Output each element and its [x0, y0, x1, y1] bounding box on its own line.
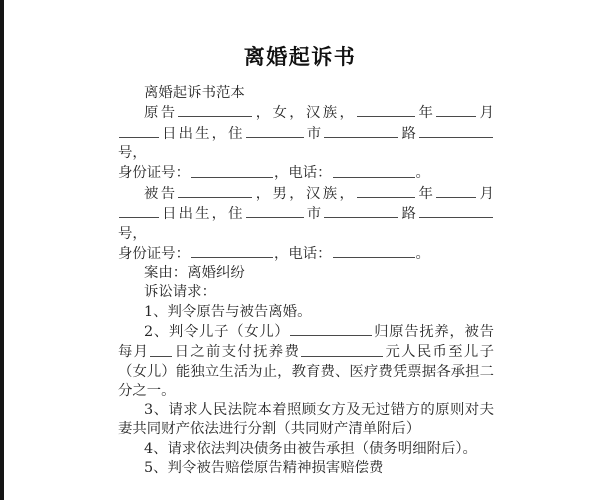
claim-2-payment-day-blank[interactable] — [150, 342, 172, 356]
plaintiff-phone-blank[interactable] — [333, 163, 415, 177]
plaintiff-id-label: 身份证号： — [118, 165, 190, 182]
defendant-birth-year-blank[interactable] — [357, 184, 415, 198]
plaintiff-month-label: 月 — [477, 105, 494, 122]
defendant-year-label: 年 — [416, 185, 436, 202]
claim-2-part-c: 日之前支付抚养费 — [173, 344, 301, 361]
claim-2-amount-blank[interactable] — [301, 342, 383, 356]
plaintiff-birth-month-blank[interactable] — [436, 103, 476, 117]
claim-2-part-a: 2、判令儿子（女儿） — [144, 324, 290, 341]
defendant-number-label: 号， — [118, 225, 147, 242]
claim-item-3: 3、请求人民法院本着照顾女方及无过错方的原则对夫妻共同财产依法进行分割（共同财产清单附后） — [118, 402, 494, 438]
defendant-city-label: 市 — [304, 206, 324, 223]
page-left-edge-bar — [0, 0, 4, 500]
claim-item-5: 5、判令被告赔偿原告精神损害赔偿费 — [144, 459, 384, 476]
defendant-road-blank[interactable] — [324, 204, 398, 218]
plaintiff-number-blank[interactable] — [419, 124, 493, 138]
plaintiff-day-address-label: 日出生，住 — [160, 125, 245, 142]
defendant-id-label: 身份证号： — [118, 246, 190, 263]
defendant-identity-line — [118, 184, 494, 244]
plaintiff-road-label: 路 — [399, 125, 418, 142]
defendant-road-label: 路 — [399, 206, 418, 223]
plaintiff-birth-day-blank[interactable] — [119, 124, 159, 138]
defendant-gender-ethnicity: ，男，汉族， — [253, 185, 357, 202]
document-subtitle: 离婚起诉书范本 — [144, 85, 245, 101]
defendant-contact-line — [118, 244, 494, 264]
claims-heading: 诉讼请求： — [144, 284, 216, 301]
cause-value: 离婚纠纷 — [187, 265, 245, 282]
claim-2-part-d: 元人民币至儿子（女儿）能独立生活为止，教育费、医疗费凭票据各承担二分之一。 — [118, 344, 494, 399]
defendant-contact-end: 。 — [415, 246, 430, 263]
defendant-city-blank[interactable] — [246, 204, 304, 218]
cause-of-action-line — [118, 264, 494, 283]
claim-2-part-b: 归原告抚养，被告每月 — [118, 324, 494, 361]
claim-item-1: 1、判令原告与被告离婚。 — [144, 303, 312, 320]
cause-label: 案由： — [144, 265, 188, 282]
document-body — [118, 84, 494, 478]
defendant-phone-blank[interactable] — [333, 244, 415, 258]
claim-2-child-name-blank[interactable] — [290, 322, 372, 336]
plaintiff-name-label: 原告 — [144, 105, 178, 122]
plaintiff-city-label: 市 — [304, 125, 324, 142]
plaintiff-name-blank[interactable] — [178, 103, 252, 117]
defendant-birth-month-blank[interactable] — [436, 184, 476, 198]
claim-item-4: 4、请求依法判决债务由被告承担（债务明细附后）。 — [144, 440, 477, 457]
defendant-month-label: 月 — [477, 185, 494, 202]
plaintiff-city-blank[interactable] — [246, 124, 304, 138]
defendant-phone-label: ，电话： — [273, 246, 332, 263]
plaintiff-year-label: 年 — [416, 105, 436, 122]
defendant-number-blank[interactable] — [419, 204, 493, 218]
plaintiff-contact-end: 。 — [415, 165, 430, 182]
plaintiff-number-label: 号， — [118, 145, 147, 162]
claim-item-2 — [118, 322, 494, 401]
plaintiff-gender-ethnicity: ，女，汉族， — [253, 105, 357, 122]
plaintiff-birth-year-blank[interactable] — [357, 103, 415, 117]
plaintiff-identity-line — [118, 103, 494, 163]
defendant-id-blank[interactable] — [191, 244, 273, 258]
defendant-name-blank[interactable] — [178, 184, 252, 198]
plaintiff-phone-label: ，电话： — [273, 165, 332, 182]
defendant-day-address-label: 日出生，住 — [160, 206, 245, 223]
plaintiff-contact-line — [118, 163, 494, 183]
plaintiff-id-blank[interactable] — [191, 163, 273, 177]
plaintiff-road-blank[interactable] — [324, 124, 398, 138]
page-title: 离婚起诉书 — [243, 45, 357, 69]
defendant-name-label: 被告 — [144, 185, 178, 202]
defendant-birth-day-blank[interactable] — [119, 204, 159, 218]
